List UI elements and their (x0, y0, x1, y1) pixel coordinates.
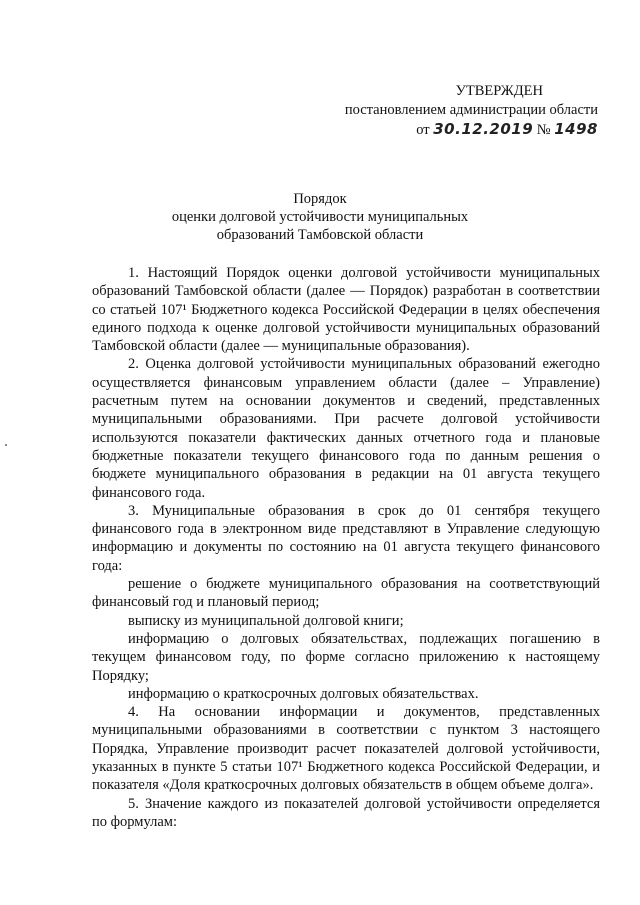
approval-stamp (328, 82, 598, 140)
approval-date: 30.12.2019 (433, 120, 534, 138)
paragraph-1: 1. Настоящий Порядок оценки долговой устойчивости муниципальных образований Тамбовской области (далее — Порядок) разработан в соответствии со статьей 107¹ Бюджетного кодекса Российской Федерации в целях обеспечения единого подхода к оценке долговой устойчивости муниципальных образований Тамбовской области (далее — муниципальные образования). (92, 265, 600, 355)
paragraph-3-item-3: информацию о долговых обязательствах, подлежащих погашению в текущем финансовом году, по форме согласно приложению к настоящему Порядку; (92, 630, 600, 684)
approval-prefix: от (416, 122, 430, 138)
approval-number: 1498 (554, 120, 598, 138)
approval-heading: УТВЕРЖДЕН (455, 83, 543, 99)
title-line-1: Порядок (293, 191, 347, 207)
paragraph-3-item-4: информацию о краткосрочных долговых обязательствах. (128, 685, 479, 702)
approval-line: постановлением администрации области (344, 102, 598, 118)
paragraph-2: 2. Оценка долговой устойчивости муниципальных образований ежегодно осуществляется финансовым управлением области (далее – Управление) расчетным путем на основании документов и сведений, представленных муниципальными образованиями. При расчете долговой устойчивости используются показатели фактических данных отчетного года и плановые бюджетные показатели текущего финансового года по данным решения о бюджете муниципального образования в редакции на 01 августа текущего финансового года. (92, 356, 600, 501)
approval-number-sign: № (536, 122, 551, 138)
document-body (92, 264, 600, 831)
approval-date-line (328, 120, 598, 140)
scan-speck (5, 444, 7, 446)
paragraph-3: 3. Муниципальные образования в срок до 01 сентября текущего финансового года в электронном виде представляют в Управление следующую информацию и документы по состоянию на 01 августа текущего финансового года: (92, 502, 600, 574)
title-line-2: оценки долговой устойчивости муниципальных (171, 209, 469, 225)
paragraph-3-item-2: выписку из муниципальной долговой книги; (128, 612, 404, 629)
paragraph-3-item-1: решение о бюджете муниципального образования на соответствующий финансовый год и плановый период; (92, 576, 600, 611)
document-title (0, 190, 640, 244)
paragraph-4: 4. На основании информации и документов, представленных муниципальными образованиями в соответствии с пунктом 3 настоящего Порядка, Управление производит расчет показателей долговой устойчивости, указанных в пункте 5 статьи 107¹ Бюджетного кодекса Российской Федерации, и показателя «Доля краткосрочных долговых обязательств в общем объеме долга». (92, 704, 600, 794)
title-line-3: образований Тамбовской области (216, 227, 424, 243)
paragraph-5: 5. Значение каждого из показателей долговой устойчивости определяется по формулам: (92, 795, 600, 830)
